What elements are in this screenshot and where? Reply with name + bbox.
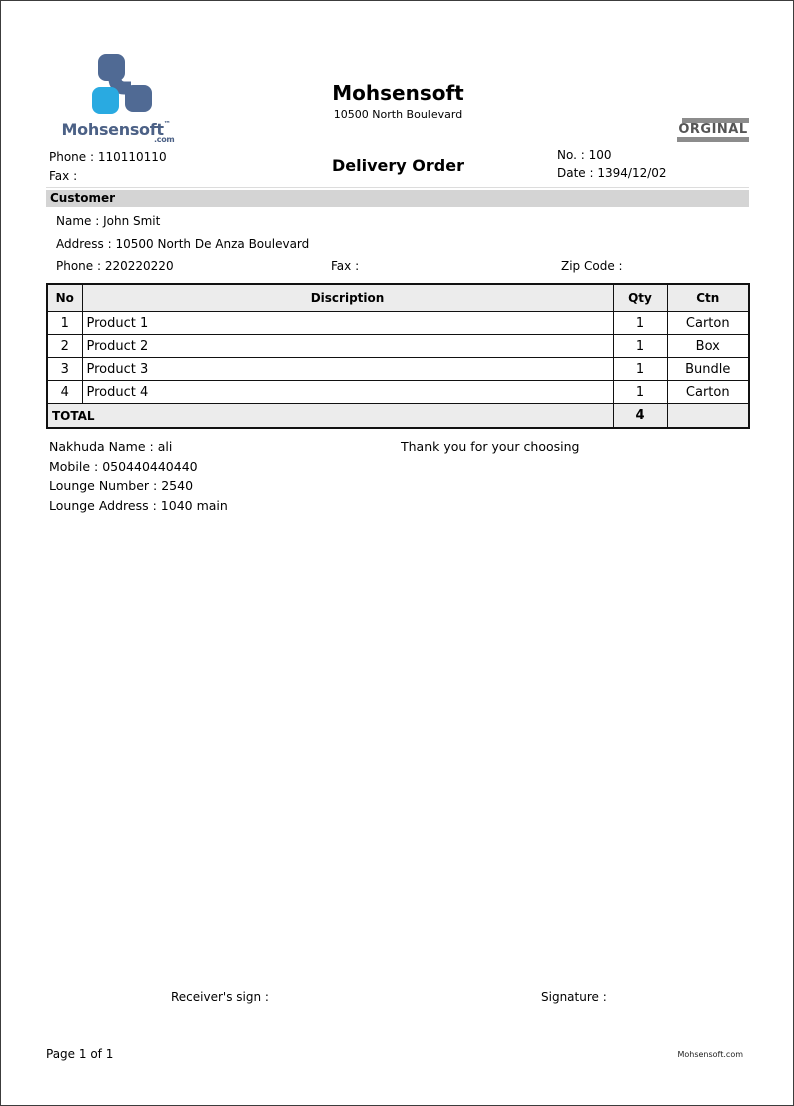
- customer-address-value: 10500 North De Anza Boulevard: [115, 237, 310, 251]
- item-qty: 1: [613, 335, 667, 358]
- logo-domain: .com: [154, 135, 175, 144]
- customer-phone: [56, 259, 174, 273]
- total-qty: 4: [613, 404, 667, 429]
- column-header-description: Discription: [82, 284, 613, 312]
- company-phone-label: Phone :: [49, 150, 95, 164]
- lounge-number-value: 2540: [161, 478, 194, 494]
- item-ctn: Box: [667, 335, 749, 358]
- customer-fax: [331, 259, 359, 273]
- order-date: [557, 166, 667, 180]
- logo-brand: Mohsensoft: [61, 120, 164, 139]
- company-phone-value: 110110110: [97, 150, 167, 164]
- item-qty: 1: [613, 358, 667, 381]
- customer-name-label: Name :: [56, 214, 100, 228]
- order-date-label: Date :: [557, 166, 594, 180]
- items-table: [46, 283, 750, 429]
- mobile: [49, 457, 228, 477]
- company-phone: [49, 150, 167, 164]
- thank-you-message: Thank you for your choosing: [401, 439, 580, 454]
- order-number: [557, 148, 612, 162]
- lounge-address-value: 1040 main: [160, 498, 228, 514]
- item-no: 2: [47, 335, 82, 358]
- trademark-symbol: ™: [163, 120, 171, 128]
- customer-phone-value: 220220220: [104, 259, 174, 273]
- footer-website: Mohsensoft.com: [677, 1050, 743, 1059]
- page-number: Page 1 of 1: [46, 1047, 114, 1061]
- customer-name-value: John Smit: [103, 214, 161, 228]
- total-label: TOTAL: [47, 404, 613, 429]
- customer-zip-label: Zip Code :: [561, 259, 623, 273]
- signature-label: Signature :: [541, 990, 607, 1004]
- customer-name: [56, 214, 160, 228]
- lounge-address: [49, 496, 228, 516]
- item-description: Product 1: [82, 312, 613, 335]
- item-ctn: Carton: [667, 381, 749, 404]
- customer-phone-label: Phone :: [56, 259, 102, 273]
- column-header-qty: Qty: [613, 284, 667, 312]
- original-stamp: [677, 118, 749, 142]
- customer-address-label: Address :: [56, 237, 112, 251]
- document-title: Delivery Order: [332, 156, 464, 175]
- table-row: [47, 312, 749, 335]
- lounge-address-label: Lounge Address :: [49, 498, 157, 514]
- company-address: 10500 North Boulevard: [333, 108, 463, 121]
- item-no: 4: [47, 381, 82, 404]
- item-qty: 1: [613, 312, 667, 335]
- item-description: Product 3: [82, 358, 613, 381]
- nakhuda-name-label: Nakhuda Name :: [49, 439, 154, 454]
- mobile-label: Mobile :: [49, 458, 99, 474]
- item-qty: 1: [613, 381, 667, 404]
- lounge-number-label: Lounge Number :: [49, 478, 158, 494]
- item-ctn: Carton: [667, 312, 749, 335]
- item-no: 3: [47, 358, 82, 381]
- column-header-no: No: [47, 284, 82, 312]
- header-separator: [46, 187, 749, 188]
- item-no: 1: [47, 312, 82, 335]
- customer-section-header: Customer: [46, 190, 749, 207]
- logo-wordmark: [61, 120, 175, 144]
- order-date-value: 1394/12/02: [597, 166, 667, 180]
- table-row: [47, 358, 749, 381]
- customer-fax-label: Fax :: [331, 259, 360, 273]
- order-number-value: 100: [588, 148, 612, 162]
- nakhuda-name: [49, 437, 228, 457]
- item-description: Product 2: [82, 335, 613, 358]
- table-row: [47, 335, 749, 358]
- shipping-details: [49, 437, 228, 516]
- customer-zip: [561, 259, 623, 273]
- total-ctn: [667, 404, 749, 429]
- table-row: [47, 381, 749, 404]
- receiver-sign-label: Receiver's sign :: [171, 990, 269, 1004]
- stamp-label: ORGINAL: [678, 122, 748, 137]
- mobile-value: 050440440440: [102, 458, 198, 474]
- lounge-number: [49, 476, 228, 496]
- nakhuda-name-value: ali: [157, 439, 173, 454]
- item-ctn: Bundle: [667, 358, 749, 381]
- item-description: Product 4: [82, 381, 613, 404]
- order-number-label: No. :: [557, 148, 585, 162]
- customer-address: [56, 237, 309, 251]
- company-name: Mohsensoft: [332, 81, 464, 105]
- stamp-bottom-bar: [677, 137, 749, 142]
- company-fax: [49, 169, 77, 183]
- company-fax-label: Fax :: [49, 169, 78, 183]
- items-table-header-row: [47, 284, 749, 312]
- column-header-ctn: Ctn: [667, 284, 749, 312]
- total-row: [47, 404, 749, 429]
